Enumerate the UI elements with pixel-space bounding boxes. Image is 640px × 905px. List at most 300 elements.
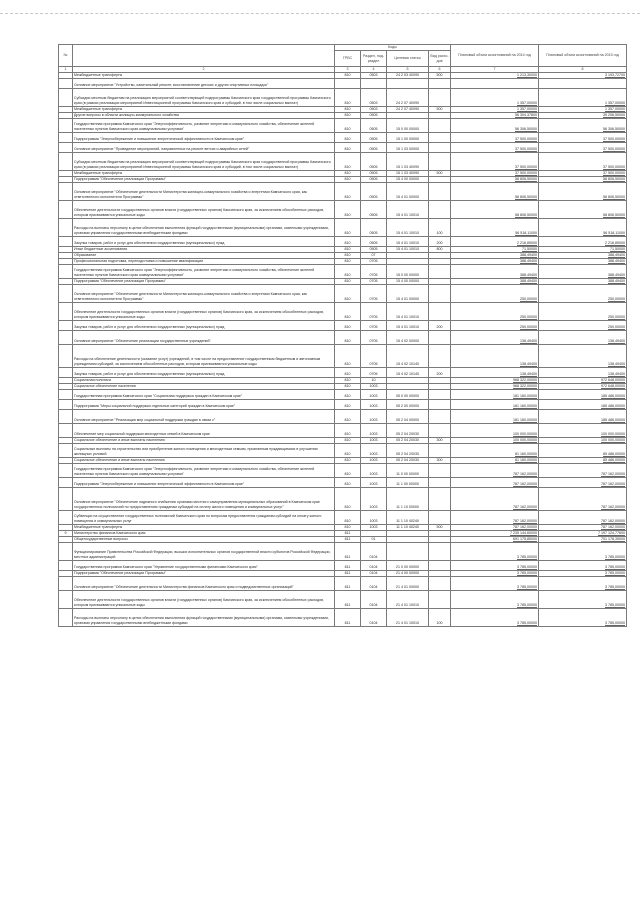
- row-section-code: 0705: [361, 367, 387, 377]
- row-name: Образование: [73, 252, 335, 258]
- row-target-code: 05 2 04 20030: [387, 457, 429, 463]
- row-amount-2015-value: 972 648,00000: [601, 384, 626, 388]
- row-target-code: 11 0 00 00000: [387, 463, 429, 477]
- row-grbs-code: 810: [335, 264, 361, 278]
- row-amount-2014: [451, 399, 539, 409]
- row-section-code: [361, 78, 387, 88]
- row-amount-2014-value: 181 160,00000: [513, 394, 538, 398]
- table-row: [59, 88, 627, 106]
- row-amount-2015-value: 37 500,00000: [603, 147, 626, 151]
- row-amount-2014-value: 250,00000: [520, 297, 538, 301]
- row-type-code: [429, 409, 451, 423]
- row-section-code: 1003: [361, 389, 387, 399]
- row-amount-2015: [539, 284, 627, 302]
- row-grbs-code: 810: [335, 389, 361, 399]
- row-type-code: [429, 389, 451, 399]
- header-type: Вид расхо-дов: [429, 51, 451, 67]
- row-section-code: 0104: [361, 590, 387, 608]
- row-name: Социальное обеспечение населения: [73, 383, 335, 389]
- row-target-code: 15 4 01 00000: [387, 182, 429, 200]
- row-number: [59, 236, 73, 246]
- row-type-code: [429, 463, 451, 477]
- row-amount-2015-value: 37 500,00000: [603, 171, 626, 175]
- row-amount-2014-value: 388,49400: [520, 279, 538, 283]
- row-target-code: 05 2 04 20030: [387, 437, 429, 443]
- row-type-code: [429, 590, 451, 608]
- row-amount-2014-value: 691 175,85000: [513, 537, 538, 541]
- row-name: Государственная программа Камчатского края "Энергоэффективность, развитие энергетики и коммунального хозяйства, обеспечение жителей населенных пунктов Камчатского края коммунальными услугами": [73, 463, 335, 477]
- row-section-code: 1003: [361, 477, 387, 487]
- row-number: [59, 302, 73, 320]
- row-section-code: 0505: [361, 152, 387, 170]
- row-amount-2015-value: 100 000,00000: [601, 432, 626, 436]
- row-number: [59, 142, 73, 152]
- row-grbs-code: 810: [335, 524, 361, 530]
- row-grbs-code: 810: [335, 320, 361, 330]
- row-number: [59, 510, 73, 524]
- table-row: [59, 576, 627, 590]
- row-amount-2015-value: 56 306,50000: [603, 127, 626, 131]
- row-name: Закупка товаров, работ и услуг для обеспечения государственных (муниципальных) нужд: [73, 320, 335, 330]
- row-number: [59, 132, 73, 142]
- row-amount-2015: [539, 320, 627, 330]
- row-target-code: 21 4 00 00000: [387, 570, 429, 576]
- row-grbs-code: 810: [335, 330, 361, 344]
- row-amount-2014: [451, 443, 539, 457]
- row-amount-2015: [539, 423, 627, 437]
- row-amount-2014-value: 388,49400: [520, 259, 538, 263]
- row-amount-2015: [539, 443, 627, 457]
- row-name: Основное мероприятие "Обеспечение деятельности Министерства жилищно-коммунального хозяйства и энергетики Камчатского края, как ответственного исполнителя Программы": [73, 182, 335, 200]
- row-section-code: 0505: [361, 118, 387, 132]
- row-target-code: 11 1 10 40240: [387, 524, 429, 530]
- row-section-code: 0104: [361, 608, 387, 626]
- row-type-code: 300: [429, 437, 451, 443]
- row-target-code: 15 0 00 00000: [387, 264, 429, 278]
- row-amount-2014: [451, 608, 539, 626]
- row-amount-2015-value: 388,49400: [608, 253, 626, 257]
- column-number: 7: [451, 67, 539, 73]
- row-section-code: 0104: [361, 570, 387, 576]
- row-grbs-code: 810: [335, 344, 361, 367]
- row-amount-2015: [539, 389, 627, 399]
- row-grbs-code: 810: [335, 487, 361, 510]
- row-amount-2014-value: 81 160,00000: [515, 458, 538, 462]
- row-name: Основное мероприятие "Устройство, капитальный ремонт, восстановление детских и других спортивных площадок": [73, 78, 335, 88]
- row-target-code: 15 4 01 10010: [387, 246, 429, 252]
- row-amount-2015-value: 37 500,00000: [603, 165, 626, 169]
- row-number: [59, 608, 73, 626]
- table-row: [59, 399, 627, 409]
- row-section-code: 01: [361, 536, 387, 542]
- row-amount-2015-value: 787 162,00000: [601, 472, 626, 476]
- row-section-code: 0705: [361, 344, 387, 367]
- row-amount-2014-value: 1 357,00000: [517, 107, 538, 111]
- row-section-code: 0505: [361, 246, 387, 252]
- row-grbs-code: 810: [335, 278, 361, 284]
- row-name: Основное мероприятие "Обеспечение реализации государственных учреждений": [73, 330, 335, 344]
- row-number: [59, 463, 73, 477]
- row-amount-2014: [451, 320, 539, 330]
- table-row: [59, 477, 627, 487]
- row-amount-2015-value: 388,49400: [608, 273, 626, 277]
- row-name: Основное мероприятие "Обеспечение деятельности Министерства жилищно-коммунального хозяйства и энергетики Камчатского края, как ответственного исполнителя Программы": [73, 284, 335, 302]
- row-number: [59, 367, 73, 377]
- table-row: [59, 118, 627, 132]
- row-amount-2015-value: 3 785,00000: [605, 555, 626, 559]
- row-amount-2015-value: 37 500,00000: [603, 137, 626, 141]
- row-grbs-code: 810: [335, 367, 361, 377]
- row-number: [59, 560, 73, 570]
- row-type-code: [429, 443, 451, 457]
- row-target-code: 11 1 10 00000: [387, 487, 429, 510]
- column-number: 5: [387, 67, 429, 73]
- table-row: [59, 510, 627, 524]
- row-amount-2015-value: 250,00000: [608, 297, 626, 301]
- row-grbs-code: 810: [335, 152, 361, 170]
- row-amount-2015-value: 58 806,50000: [603, 213, 626, 217]
- row-amount-2014-value: 37 500,00000: [515, 171, 538, 175]
- row-target-code: 15 4 01 10010: [387, 236, 429, 246]
- row-grbs-code: 810: [335, 132, 361, 142]
- row-amount-2015: [539, 510, 627, 524]
- row-amount-2015: [539, 78, 627, 88]
- row-amount-2014: [451, 463, 539, 477]
- row-target-code: 24 2 07 40090: [387, 106, 429, 112]
- row-amount-2015: [539, 88, 627, 106]
- row-type-code: [429, 302, 451, 320]
- row-section-code: 0505: [361, 170, 387, 176]
- row-section-code: 0505: [361, 112, 387, 118]
- row-amount-2014: [451, 590, 539, 608]
- row-amount-2015: [539, 182, 627, 200]
- row-amount-2015: [539, 330, 627, 344]
- row-amount-2014: [451, 477, 539, 487]
- row-number: [59, 389, 73, 399]
- row-grbs-code: 810: [335, 302, 361, 320]
- row-section-code: 0705: [361, 284, 387, 302]
- row-name: Профессиональная подготовка, переподготовка и повышение квалификации: [73, 258, 335, 264]
- row-target-code: 15 4 02 10140: [387, 367, 429, 377]
- table-row: [59, 132, 627, 142]
- column-number: 6: [429, 67, 451, 73]
- table-row: [59, 542, 627, 560]
- row-name: Государственная программа Камчатского края "Энергоэффективность, развитие энергетики и коммунального хозяйства, обеспечение жителей населенных пунктов Камчатского края коммунальными услугами": [73, 118, 335, 132]
- row-amount-2015-value: 138,49400: [608, 372, 626, 376]
- row-amount-2014-value: 138,49400: [520, 362, 538, 366]
- row-name: Расходы на обеспечение деятельности (оказание услуг) учреждений, в том числе на предоставление государственным бюджетным и автономным учреждениям субсидий, за исключением обособленных расходов, которым присваиваются уникальные коды: [73, 344, 335, 367]
- row-amount-2014: [451, 118, 539, 132]
- row-target-code: 24 2 07 40090: [387, 88, 429, 106]
- row-target-code: 21 4 01 00000: [387, 576, 429, 590]
- row-number: [59, 284, 73, 302]
- row-name: Государственная программа Камчатского края "Энергоэффективность, развитие энергетики и коммунального хозяйства, обеспечение жителей населенных пунктов Камчатского края коммунальными услугами": [73, 264, 335, 278]
- row-amount-2014-value: 1 213,30000: [517, 73, 538, 77]
- table-row: [59, 409, 627, 423]
- row-amount-2015-value: 787 162,00000: [601, 482, 626, 486]
- row-name: Расходы на выплаты персоналу в целях обеспечения выполнения функций государственными (муниципальными) органами, казенными учреждениями, органами управления государственными внебюджетными фондами: [73, 608, 335, 626]
- column-number: 8: [539, 67, 627, 73]
- row-amount-2014: [451, 132, 539, 142]
- row-amount-2015: [539, 477, 627, 487]
- row-section-code: 1003: [361, 409, 387, 423]
- row-amount-2015-value: 85 486,00000: [603, 458, 626, 462]
- row-amount-2015: [539, 367, 627, 377]
- row-amount-2014: [451, 264, 539, 278]
- row-grbs-code: 811: [335, 560, 361, 570]
- row-number: [59, 487, 73, 510]
- row-amount-2014-value: 58 806,50000: [515, 213, 538, 217]
- table-row: [59, 463, 627, 477]
- row-amount-2014-value: 56 306,50000: [515, 127, 538, 131]
- row-section-code: 0503: [361, 72, 387, 78]
- row-amount-2015-value: 250,00000: [608, 325, 626, 329]
- row-amount-2014-value: 37 500,00000: [515, 137, 538, 141]
- row-amount-2015-value: 56 518,11000: [603, 231, 626, 235]
- row-amount-2014-value: 138,49400: [520, 372, 538, 376]
- row-amount-2014-value: 71,50000: [522, 247, 538, 251]
- row-name: Обеспечение деятельности государственных органов власти (государственных органов) Камчатского края, за исключением обособленных расходов, которым присваиваются уникальные коды: [73, 200, 335, 218]
- row-amount-2015: [539, 302, 627, 320]
- row-name: Другие вопросы в области жилищно-коммунального хозяйства: [73, 112, 335, 118]
- row-name: Функционирование Правительства Российской Федерации, высших исполнительных органов государственной власти субъектов Российской Федерации, местных администраций: [73, 542, 335, 560]
- row-section-code: 1003: [361, 463, 387, 477]
- row-target-code: 15 4 00 00000: [387, 176, 429, 182]
- row-amount-2014: [451, 487, 539, 510]
- row-type-code: [429, 477, 451, 487]
- row-amount-2015: [539, 344, 627, 367]
- row-amount-2014-value: 37 500,00000: [515, 147, 538, 151]
- row-section-code: 0505: [361, 200, 387, 218]
- column-number: 3: [335, 67, 361, 73]
- row-section-code: 0705: [361, 330, 387, 344]
- row-grbs-code: 810: [335, 510, 361, 524]
- row-grbs-code: 810: [335, 377, 361, 383]
- row-amount-2014-value: 787 162,00000: [513, 482, 538, 486]
- row-type-code: 500: [429, 106, 451, 112]
- row-grbs-code: 811: [335, 536, 361, 542]
- row-section-code: 07: [361, 252, 387, 258]
- row-amount-2014-value: 968 322,00000: [513, 384, 538, 388]
- row-amount-2015-value: 3 785,00000: [605, 603, 626, 607]
- row-amount-2014: [451, 200, 539, 218]
- row-name: Обеспечение деятельности государственных органов власти (государственных органов) Камчатского края, за исключением обособленных расходов, которым присваиваются уникальные коды: [73, 302, 335, 320]
- row-grbs-code: [335, 78, 361, 88]
- row-section-code: 1003: [361, 510, 387, 524]
- row-number: [59, 330, 73, 344]
- row-amount-2015: [539, 560, 627, 570]
- row-amount-2015: [539, 542, 627, 560]
- row-type-code: 300: [429, 457, 451, 463]
- row-amount-2015-value: 138,49400: [608, 362, 626, 366]
- row-amount-2014-value: 3 785,00000: [517, 565, 538, 569]
- table-row: [59, 590, 627, 608]
- table-row: [59, 78, 627, 88]
- row-section-code: 0505: [361, 236, 387, 246]
- row-amount-2014: [451, 542, 539, 560]
- row-number: [59, 443, 73, 457]
- row-amount-2015: [539, 218, 627, 236]
- row-amount-2015: [539, 118, 627, 132]
- table-row: [59, 487, 627, 510]
- row-name: Подпрограмма "Обеспечение реализации Программы": [73, 278, 335, 284]
- row-amount-2015-value: 3 785,00000: [605, 565, 626, 569]
- row-type-code: [429, 152, 451, 170]
- row-grbs-code: 810: [335, 218, 361, 236]
- row-name: Обеспечение деятельности государственных органов власти (государственных органов) Камчатского края, за исключением обособленных расходов, которым присваиваются уникальные коды: [73, 590, 335, 608]
- header-section: Раздел, под-раздел: [361, 51, 387, 67]
- row-type-code: [429, 423, 451, 437]
- row-grbs-code: 810: [335, 383, 361, 389]
- row-amount-2014-value: 7 235 144,60000: [510, 531, 538, 535]
- row-amount-2015-value: 388,49400: [608, 279, 626, 283]
- row-name: Общегосударственные вопросы: [73, 536, 335, 542]
- row-amount-2014-value: 787 162,00000: [513, 472, 538, 476]
- row-type-code: 800: [429, 246, 451, 252]
- row-amount-2015-value: 185 486,00000: [601, 404, 626, 408]
- table-row: [59, 320, 627, 330]
- row-number: [59, 78, 73, 88]
- row-type-code: [429, 88, 451, 106]
- row-amount-2015: [539, 236, 627, 246]
- row-grbs-code: 810: [335, 246, 361, 252]
- table-row: [59, 330, 627, 344]
- row-section-code: 1003: [361, 443, 387, 457]
- table-header: [59, 45, 627, 73]
- row-grbs-code: 810: [335, 200, 361, 218]
- row-amount-2015: [539, 399, 627, 409]
- row-amount-2014-value: 58 806,50000: [515, 195, 538, 199]
- row-target-code: 15 4 01 10010: [387, 302, 429, 320]
- header-grbs: ГРБС: [335, 51, 361, 67]
- row-number: [59, 542, 73, 560]
- row-number: [59, 320, 73, 330]
- row-type-code: [429, 200, 451, 218]
- row-amount-2014: [451, 152, 539, 170]
- row-amount-2015-value: 972 648,00000: [601, 378, 626, 382]
- row-amount-2015: [539, 132, 627, 142]
- row-amount-2014: [451, 423, 539, 437]
- row-name: Социальные выплаты на строительство или приобретение жилого помещения и многодетным семьям, признанным нуждающимися в улучшении жилищных условий: [73, 443, 335, 457]
- row-grbs-code: 810: [335, 182, 361, 200]
- row-name: Межбюджетные трансферты: [73, 524, 335, 530]
- row-name: Межбюджетные трансферты: [73, 106, 335, 112]
- row-grbs-code: 810: [335, 118, 361, 132]
- row-section-code: 0505: [361, 132, 387, 142]
- row-target-code: 24 2 03 40090: [387, 72, 429, 78]
- row-target-code: [387, 78, 429, 88]
- row-target-code: 05 2 04 00000: [387, 409, 429, 423]
- row-amount-2015-value: 787 162,00000: [601, 525, 626, 529]
- row-section-code: 1003: [361, 457, 387, 463]
- row-name: Обеспечение мер социальной поддержки многодетных семей в Камчатском крае: [73, 423, 335, 437]
- row-section-code: 10: [361, 377, 387, 383]
- row-section-code: 1003: [361, 487, 387, 510]
- row-type-code: 200: [429, 236, 451, 246]
- header-plan-2015: Плановый объем ассигнований на 2015 год: [539, 45, 627, 67]
- row-amount-2015: [539, 264, 627, 278]
- row-number: [59, 88, 73, 106]
- row-amount-2014-value: 1 357,00000: [517, 101, 538, 105]
- table-row: [59, 608, 627, 626]
- row-amount-2014-value: 37 500,00000: [515, 165, 538, 169]
- row-section-code: 0505: [361, 182, 387, 200]
- row-section-code: 0705: [361, 278, 387, 284]
- row-name: Основное мероприятие "Проведение мероприятий, направленных на ремонт ветхих и аварийных сетей": [73, 142, 335, 152]
- row-target-code: 15 4 00 00000: [387, 278, 429, 284]
- row-name: Подпрограмма "Обеспечение реализации Программы": [73, 570, 335, 576]
- row-grbs-code: 810: [335, 170, 361, 176]
- row-type-code: [429, 330, 451, 344]
- row-section-code: 0705: [361, 302, 387, 320]
- row-target-code: 15 0 00 00000: [387, 118, 429, 132]
- row-amount-2015-value: 388,49400: [608, 259, 626, 263]
- row-target-code: [387, 542, 429, 560]
- row-amount-2015-value: 7 197 124,77600: [598, 531, 626, 535]
- row-amount-2014-value: 56 304,37800: [515, 113, 538, 117]
- row-number: [59, 590, 73, 608]
- row-amount-2014: [451, 330, 539, 344]
- row-amount-2015-value: 701 178,39000: [601, 537, 626, 541]
- row-name: Социальное обеспечение и иные выплаты населению: [73, 437, 335, 443]
- row-amount-2015-value: 39 206,50000: [603, 113, 626, 117]
- column-number: 4: [361, 67, 387, 73]
- row-target-code: 15 1 03 40090: [387, 170, 429, 176]
- row-number: [59, 264, 73, 278]
- column-number: 2: [73, 67, 335, 73]
- row-amount-2014-value: 58 806,50000: [515, 177, 538, 181]
- row-grbs-code: 810: [335, 72, 361, 78]
- row-name: Основное мероприятие "Реализация мер социальной поддержки граждан в связи с": [73, 409, 335, 423]
- row-amount-2014: [451, 284, 539, 302]
- row-amount-2014-value: 787 162,00000: [513, 525, 538, 529]
- page-top-border: [0, 13, 640, 14]
- row-grbs-code: 810: [335, 463, 361, 477]
- row-amount-2014-value: 250,00000: [520, 325, 538, 329]
- row-number: [59, 118, 73, 132]
- row-grbs-code: 810: [335, 252, 361, 258]
- row-section-code: 0505: [361, 218, 387, 236]
- row-amount-2014-value: 3 785,00000: [517, 603, 538, 607]
- row-target-code: 11 1 00 00000: [387, 477, 429, 487]
- row-type-code: 100: [429, 608, 451, 626]
- row-section-code: 0104: [361, 560, 387, 570]
- row-grbs-code: 811: [335, 530, 361, 536]
- row-grbs-code: 810: [335, 399, 361, 409]
- row-grbs-code: 810: [335, 142, 361, 152]
- row-section-code: 1003: [361, 524, 387, 530]
- row-type-code: [429, 182, 451, 200]
- row-amount-2015: [539, 487, 627, 510]
- table-row: [59, 344, 627, 367]
- row-amount-2015-value: 787 162,00000: [601, 505, 626, 509]
- row-name: Субвенции на осуществление государственных полномочий Камчатского края по вопросам предоставления гражданам субсидий на оплату жилого помещения и коммунальных услуг: [73, 510, 335, 524]
- row-name: Социальная политика: [73, 377, 335, 383]
- row-amount-2015: [539, 200, 627, 218]
- row-number: 9: [59, 530, 73, 536]
- row-amount-2014-value: 968 322,00000: [513, 378, 538, 382]
- row-amount-2014-value: 181 160,00000: [513, 404, 538, 408]
- row-section-code: 0505: [361, 142, 387, 152]
- row-amount-2015-value: 185 486,00000: [601, 394, 626, 398]
- row-grbs-code: 811: [335, 590, 361, 608]
- row-name: Министерство финансов Камчатского края: [73, 530, 335, 536]
- row-amount-2014-value: 100 000,00000: [513, 432, 538, 436]
- row-target-code: 05 2 04 20030: [387, 443, 429, 457]
- row-name: Межбюджетные трансферты: [73, 170, 335, 176]
- row-amount-2014-value: 3 785,00000: [517, 571, 538, 575]
- row-amount-2015-value: 787 162,00000: [601, 519, 626, 523]
